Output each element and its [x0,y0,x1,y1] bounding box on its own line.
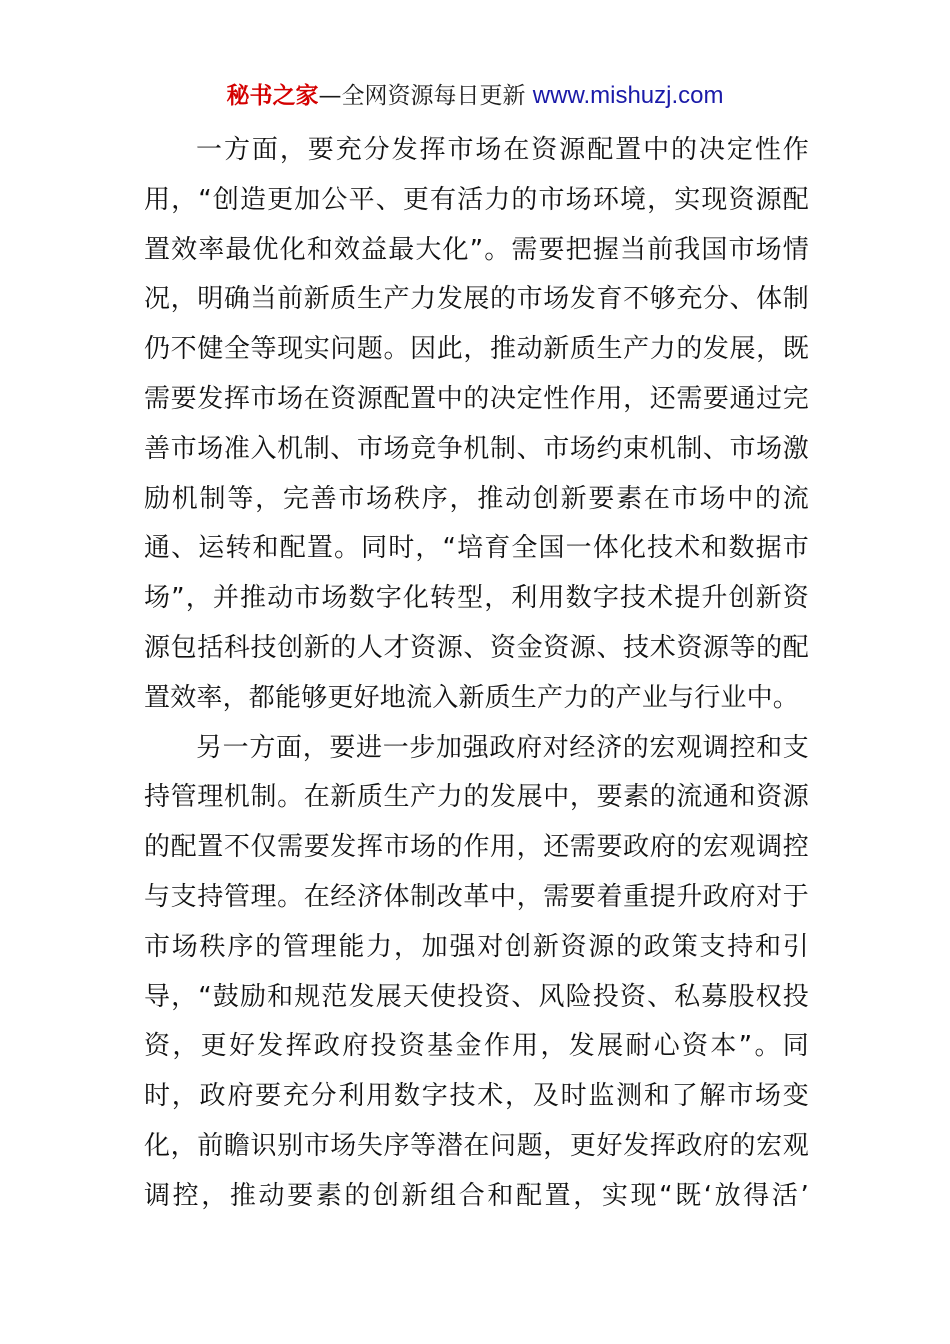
text-line: 通、运转和配置。同时，“培育全国一体化技术和数据市 [144,533,809,564]
text-line: 市场秩序的管理能力，加强对创新资源的政策支持和引 [144,931,809,962]
text-line: 置效率最优化和效益最大化”。需要把握当前我国市场情 [144,234,809,265]
text-line: 化，前瞻识别市场失序等潜在问题，更好发挥政府的宏观 [144,1130,809,1161]
text-line: 仍不健全等现实问题。因此，推动新质生产力的发展，既 [144,334,809,365]
text-line: 需要发挥市场在资源配置中的决定性作用，还需要通过完 [144,383,809,414]
text-line: 况，明确当前新质生产力发展的市场发育不够充分、体制 [144,284,809,315]
text-line: 一方面，要充分发挥市场在资源配置中的决定性作 [196,135,809,165]
text-line: 持管理机制。在新质生产力的发展中，要素的流通和资源 [144,782,809,813]
text-line: 的配置不仅需要发挥市场的作用，还需要政府的宏观调控 [144,832,809,863]
text-line: 善市场准入机制、市场竞争机制、市场约束机制、市场激 [144,433,809,464]
text-line: 调控，推动要素的创新组合和配置，实现“既‘放得活’ [144,1180,809,1211]
text-line: 导，“鼓励和规范发展天使投资、风险投资、私募股权投 [144,981,809,1012]
text-line: 资，更好发挥政府投资基金作用，发展耐心资本”。同 [144,1031,809,1062]
text-line: 场”，并推动市场数字化转型，利用数字技术提升创新资 [144,583,809,614]
site-header [0,80,950,112]
text-line: 励机制等，完善市场秩序，推动创新要素在市场中的流 [144,483,809,514]
site-url-link[interactable]: www.mishuzj.com [532,82,724,109]
text-line: 源包括科技创新的人才资源、资金资源、技术资源等的配 [144,632,809,663]
paragraph-1 [144,126,809,724]
paragraph-2 [144,724,809,1222]
text-line: 时，政府要充分利用数字技术，及时监测和了解市场变 [144,1081,809,1112]
site-brand: 秘书之家 [226,83,319,109]
document-body [144,126,809,1222]
site-tagline: —全网资源每日更新 [318,83,533,109]
text-line: 用，“创造更加公平、更有活力的市场环境，实现资源配 [144,184,809,215]
text-line: 与支持管理。在经济体制改革中，需要着重提升政府对于 [144,881,809,912]
text-line: 置效率，都能够更好地流入新质生产力的产业与行业中。 [144,682,800,713]
text-line: 另一方面，要进一步加强政府对经济的宏观调控和支 [196,732,809,763]
